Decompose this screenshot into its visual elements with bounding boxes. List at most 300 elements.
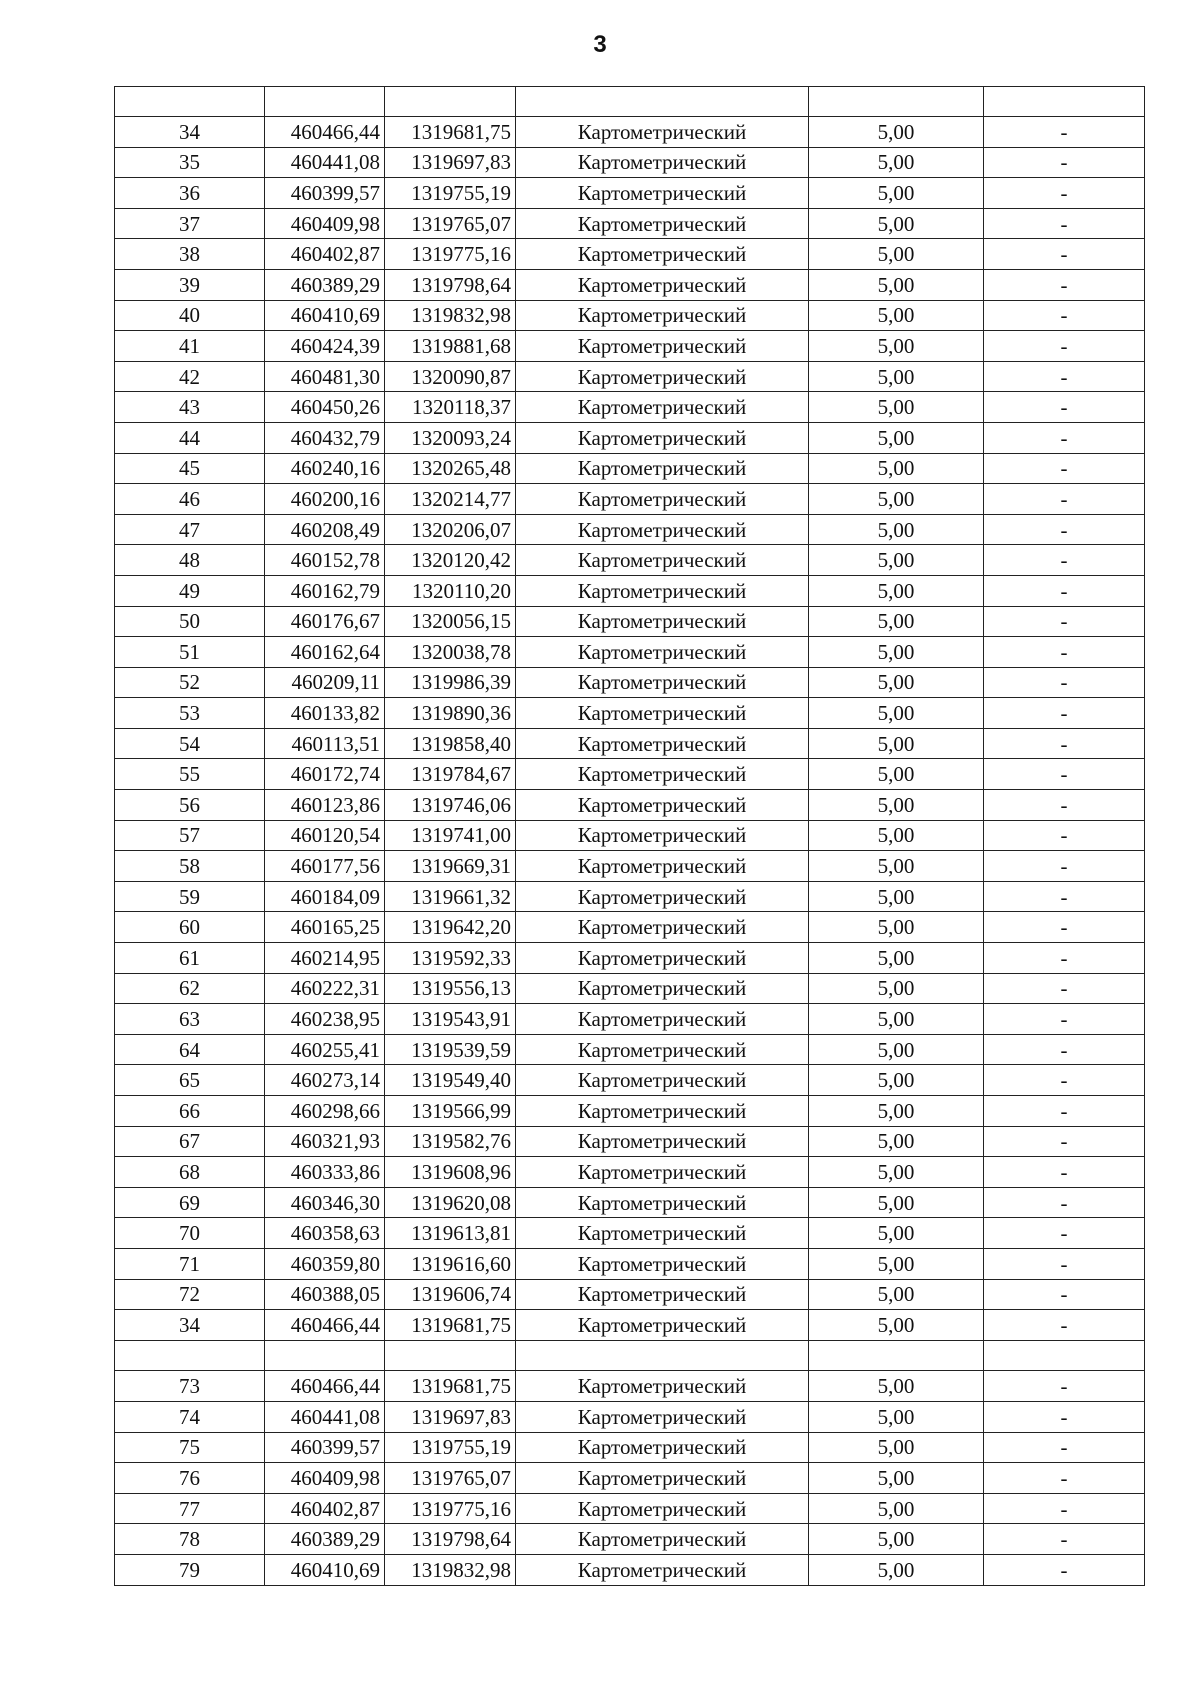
- accuracy-cell: 5,00: [809, 606, 984, 637]
- note-cell: -: [984, 790, 1145, 821]
- note-cell: -: [984, 1248, 1145, 1279]
- y-coordinate-cell: 1319549,40: [385, 1065, 516, 1096]
- point-number-cell: 59: [115, 881, 265, 912]
- y-coordinate-cell: 1320206,07: [385, 514, 516, 545]
- x-coordinate-cell: 460409,98: [265, 1463, 385, 1494]
- header-cell: [809, 87, 984, 117]
- x-coordinate-cell: 460162,64: [265, 637, 385, 668]
- accuracy-cell: 5,00: [809, 331, 984, 362]
- method-cell: Картометрический: [516, 422, 809, 453]
- method-cell: Картометрический: [516, 1034, 809, 1065]
- table-row: [115, 147, 1145, 178]
- header-cell: [265, 87, 385, 117]
- note-cell: -: [984, 1157, 1145, 1188]
- accuracy-cell: 5,00: [809, 1371, 984, 1402]
- y-coordinate-cell: 1319592,33: [385, 943, 516, 974]
- table-row: [115, 1187, 1145, 1218]
- method-cell: Картометрический: [516, 1310, 809, 1341]
- accuracy-cell: 5,00: [809, 514, 984, 545]
- note-cell: -: [984, 178, 1145, 209]
- x-coordinate-cell: 460389,29: [265, 1524, 385, 1555]
- table-row: [115, 1126, 1145, 1157]
- point-number-cell: 60: [115, 912, 265, 943]
- note-cell: -: [984, 1432, 1145, 1463]
- x-coordinate-cell: 460410,69: [265, 1554, 385, 1585]
- point-number-cell: 75: [115, 1432, 265, 1463]
- point-number-cell: 53: [115, 698, 265, 729]
- note-cell: -: [984, 300, 1145, 331]
- method-cell: Картометрический: [516, 361, 809, 392]
- y-coordinate-cell: 1319784,67: [385, 759, 516, 790]
- table-row: [115, 759, 1145, 790]
- note-cell: -: [984, 1463, 1145, 1494]
- note-cell: -: [984, 1524, 1145, 1555]
- note-cell: -: [984, 545, 1145, 576]
- x-coordinate-cell: 460162,79: [265, 575, 385, 606]
- accuracy-cell: 5,00: [809, 728, 984, 759]
- coordinates-table: [114, 86, 1145, 1586]
- table-row: [115, 973, 1145, 1004]
- table-row: [115, 422, 1145, 453]
- method-cell: Картометрический: [516, 239, 809, 270]
- method-cell: Картометрический: [516, 1493, 809, 1524]
- accuracy-cell: 5,00: [809, 1493, 984, 1524]
- method-cell: Картометрический: [516, 1218, 809, 1249]
- method-cell: [516, 1340, 809, 1371]
- x-coordinate-cell: 460176,67: [265, 606, 385, 637]
- point-number-cell: 42: [115, 361, 265, 392]
- header-cell: [516, 87, 809, 117]
- note-cell: -: [984, 208, 1145, 239]
- table-row: [115, 300, 1145, 331]
- table-row: [115, 484, 1145, 515]
- accuracy-cell: 5,00: [809, 178, 984, 209]
- note-cell: -: [984, 851, 1145, 882]
- note-cell: [984, 1340, 1145, 1371]
- y-coordinate-cell: 1319642,20: [385, 912, 516, 943]
- method-cell: Картометрический: [516, 514, 809, 545]
- table-row: [115, 178, 1145, 209]
- method-cell: Картометрический: [516, 790, 809, 821]
- accuracy-cell: 5,00: [809, 300, 984, 331]
- point-number-cell: 38: [115, 239, 265, 270]
- point-number-cell: 48: [115, 545, 265, 576]
- x-coordinate-cell: 460441,08: [265, 1401, 385, 1432]
- accuracy-cell: 5,00: [809, 575, 984, 606]
- y-coordinate-cell: 1319582,76: [385, 1126, 516, 1157]
- method-cell: Картометрический: [516, 208, 809, 239]
- x-coordinate-cell: 460255,41: [265, 1034, 385, 1065]
- point-number-cell: 55: [115, 759, 265, 790]
- y-coordinate-cell: 1319832,98: [385, 1554, 516, 1585]
- accuracy-cell: 5,00: [809, 1401, 984, 1432]
- table-row: [115, 1248, 1145, 1279]
- y-coordinate-cell: 1319681,75: [385, 1310, 516, 1341]
- point-number-cell: 56: [115, 790, 265, 821]
- method-cell: Картометрический: [516, 331, 809, 362]
- y-coordinate-cell: 1319669,31: [385, 851, 516, 882]
- x-coordinate-cell: 460120,54: [265, 820, 385, 851]
- table-row: [115, 1524, 1145, 1555]
- accuracy-cell: 5,00: [809, 239, 984, 270]
- table-row: [115, 820, 1145, 851]
- y-coordinate-cell: 1319620,08: [385, 1187, 516, 1218]
- x-coordinate-cell: 460208,49: [265, 514, 385, 545]
- method-cell: Картометрический: [516, 453, 809, 484]
- accuracy-cell: 5,00: [809, 790, 984, 821]
- y-coordinate-cell: 1319543,91: [385, 1004, 516, 1035]
- accuracy-cell: 5,00: [809, 851, 984, 882]
- point-number-cell: 34: [115, 1310, 265, 1341]
- accuracy-cell: 5,00: [809, 1554, 984, 1585]
- header-cell: [385, 87, 516, 117]
- table-row: [115, 453, 1145, 484]
- accuracy-cell: 5,00: [809, 361, 984, 392]
- accuracy-cell: 5,00: [809, 269, 984, 300]
- method-cell: Картометрический: [516, 1279, 809, 1310]
- point-number-cell: 66: [115, 1096, 265, 1127]
- method-cell: Картометрический: [516, 1187, 809, 1218]
- x-coordinate-cell: 460214,95: [265, 943, 385, 974]
- point-number-cell: 40: [115, 300, 265, 331]
- accuracy-cell: 5,00: [809, 208, 984, 239]
- x-coordinate-cell: 460388,05: [265, 1279, 385, 1310]
- y-coordinate-cell: 1319765,07: [385, 1463, 516, 1494]
- note-cell: -: [984, 1187, 1145, 1218]
- y-coordinate-cell: 1320118,37: [385, 392, 516, 423]
- y-coordinate-cell: 1320093,24: [385, 422, 516, 453]
- table-row: [115, 698, 1145, 729]
- y-coordinate-cell: 1319755,19: [385, 178, 516, 209]
- method-cell: Картометрический: [516, 1126, 809, 1157]
- accuracy-cell: 5,00: [809, 1279, 984, 1310]
- x-coordinate-cell: 460333,86: [265, 1157, 385, 1188]
- table-row: [115, 1279, 1145, 1310]
- point-number-cell: 36: [115, 178, 265, 209]
- note-cell: -: [984, 1310, 1145, 1341]
- point-number-cell: 50: [115, 606, 265, 637]
- method-cell: Картометрический: [516, 392, 809, 423]
- note-cell: -: [984, 637, 1145, 668]
- point-number-cell: 49: [115, 575, 265, 606]
- point-number-cell: 74: [115, 1401, 265, 1432]
- table-row: [115, 361, 1145, 392]
- accuracy-cell: 5,00: [809, 943, 984, 974]
- table-row: [115, 392, 1145, 423]
- y-coordinate-cell: 1319755,19: [385, 1432, 516, 1463]
- point-number-cell: 35: [115, 147, 265, 178]
- table-row: [115, 1218, 1145, 1249]
- x-coordinate-cell: 460432,79: [265, 422, 385, 453]
- table-row: [115, 728, 1145, 759]
- accuracy-cell: 5,00: [809, 1157, 984, 1188]
- table-row: [115, 606, 1145, 637]
- method-cell: Картометрический: [516, 1432, 809, 1463]
- table-row: [115, 545, 1145, 576]
- y-coordinate-cell: 1319539,59: [385, 1034, 516, 1065]
- method-cell: Картометрический: [516, 667, 809, 698]
- point-number-cell: 68: [115, 1157, 265, 1188]
- y-coordinate-cell: 1319697,83: [385, 147, 516, 178]
- method-cell: Картометрический: [516, 147, 809, 178]
- method-cell: Картометрический: [516, 1157, 809, 1188]
- table-row: [115, 1371, 1145, 1402]
- table-body: [115, 87, 1145, 1586]
- table-row: [115, 1157, 1145, 1188]
- accuracy-cell: 5,00: [809, 1248, 984, 1279]
- x-coordinate-cell: 460123,86: [265, 790, 385, 821]
- note-cell: -: [984, 912, 1145, 943]
- note-cell: -: [984, 453, 1145, 484]
- accuracy-cell: 5,00: [809, 147, 984, 178]
- point-number-cell: 78: [115, 1524, 265, 1555]
- note-cell: -: [984, 1218, 1145, 1249]
- table-row: [115, 1310, 1145, 1341]
- point-number-cell: 41: [115, 331, 265, 362]
- method-cell: Картометрический: [516, 178, 809, 209]
- method-cell: Картометрический: [516, 575, 809, 606]
- point-number-cell: 58: [115, 851, 265, 882]
- y-coordinate-cell: 1319556,13: [385, 973, 516, 1004]
- point-number-cell: 34: [115, 117, 265, 148]
- table-row: [115, 208, 1145, 239]
- table-row: [115, 575, 1145, 606]
- note-cell: -: [984, 117, 1145, 148]
- point-number-cell: 62: [115, 973, 265, 1004]
- note-cell: -: [984, 728, 1145, 759]
- x-coordinate-cell: 460321,93: [265, 1126, 385, 1157]
- accuracy-cell: 5,00: [809, 1187, 984, 1218]
- note-cell: -: [984, 575, 1145, 606]
- note-cell: -: [984, 1096, 1145, 1127]
- note-cell: -: [984, 239, 1145, 270]
- note-cell: -: [984, 484, 1145, 515]
- accuracy-cell: 5,00: [809, 1432, 984, 1463]
- x-coordinate-cell: 460113,51: [265, 728, 385, 759]
- method-cell: Картометрический: [516, 117, 809, 148]
- table-row: [115, 851, 1145, 882]
- y-coordinate-cell: 1319890,36: [385, 698, 516, 729]
- accuracy-cell: 5,00: [809, 422, 984, 453]
- y-coordinate-cell: 1319986,39: [385, 667, 516, 698]
- note-cell: -: [984, 1034, 1145, 1065]
- table-row: [115, 1034, 1145, 1065]
- table-row: [115, 331, 1145, 362]
- x-coordinate-cell: 460172,74: [265, 759, 385, 790]
- y-coordinate-cell: 1319681,75: [385, 1371, 516, 1402]
- point-number-cell: 39: [115, 269, 265, 300]
- accuracy-cell: 5,00: [809, 484, 984, 515]
- method-cell: Картометрический: [516, 1401, 809, 1432]
- point-number-cell: 47: [115, 514, 265, 545]
- method-cell: Картометрический: [516, 912, 809, 943]
- method-cell: Картометрический: [516, 881, 809, 912]
- note-cell: -: [984, 667, 1145, 698]
- x-coordinate-cell: 460399,57: [265, 178, 385, 209]
- method-cell: Картометрический: [516, 269, 809, 300]
- table-row: [115, 1463, 1145, 1494]
- x-coordinate-cell: 460409,98: [265, 208, 385, 239]
- y-coordinate-cell: 1319613,81: [385, 1218, 516, 1249]
- table-row: [115, 514, 1145, 545]
- point-number-cell: 79: [115, 1554, 265, 1585]
- y-coordinate-cell: 1319858,40: [385, 728, 516, 759]
- y-coordinate-cell: 1319765,07: [385, 208, 516, 239]
- accuracy-cell: 5,00: [809, 545, 984, 576]
- table-row: [115, 1096, 1145, 1127]
- x-coordinate-cell: 460481,30: [265, 361, 385, 392]
- y-coordinate-cell: 1319606,74: [385, 1279, 516, 1310]
- table-row: [115, 1432, 1145, 1463]
- x-coordinate-cell: 460209,11: [265, 667, 385, 698]
- accuracy-cell: 5,00: [809, 117, 984, 148]
- x-coordinate-cell: 460359,80: [265, 1248, 385, 1279]
- note-cell: -: [984, 759, 1145, 790]
- note-cell: -: [984, 1371, 1145, 1402]
- y-coordinate-cell: 1320090,87: [385, 361, 516, 392]
- point-number-cell: 52: [115, 667, 265, 698]
- point-number-cell: 64: [115, 1034, 265, 1065]
- point-number-cell: 76: [115, 1463, 265, 1494]
- table-row: [115, 637, 1145, 668]
- accuracy-cell: [809, 1340, 984, 1371]
- method-cell: Картометрический: [516, 1065, 809, 1096]
- note-cell: -: [984, 1065, 1145, 1096]
- y-coordinate-cell: 1319608,96: [385, 1157, 516, 1188]
- accuracy-cell: 5,00: [809, 912, 984, 943]
- note-cell: -: [984, 331, 1145, 362]
- y-coordinate-cell: 1319881,68: [385, 331, 516, 362]
- x-coordinate-cell: 460165,25: [265, 912, 385, 943]
- note-cell: -: [984, 392, 1145, 423]
- method-cell: Картометрический: [516, 851, 809, 882]
- x-coordinate-cell: 460441,08: [265, 147, 385, 178]
- method-cell: Картометрический: [516, 545, 809, 576]
- x-coordinate-cell: 460273,14: [265, 1065, 385, 1096]
- accuracy-cell: 5,00: [809, 1034, 984, 1065]
- note-cell: -: [984, 820, 1145, 851]
- table-row: [115, 1340, 1145, 1371]
- method-cell: Картометрический: [516, 698, 809, 729]
- table-row: [115, 790, 1145, 821]
- y-coordinate-cell: 1320265,48: [385, 453, 516, 484]
- y-coordinate-cell: 1319775,16: [385, 1493, 516, 1524]
- accuracy-cell: 5,00: [809, 1065, 984, 1096]
- point-number-cell: 65: [115, 1065, 265, 1096]
- note-cell: -: [984, 269, 1145, 300]
- note-cell: -: [984, 1493, 1145, 1524]
- header-cell: [984, 87, 1145, 117]
- note-cell: -: [984, 973, 1145, 1004]
- point-number-cell: 51: [115, 637, 265, 668]
- x-coordinate-cell: 460240,16: [265, 453, 385, 484]
- method-cell: Картометрический: [516, 973, 809, 1004]
- y-coordinate-cell: 1319832,98: [385, 300, 516, 331]
- header-cell: [115, 87, 265, 117]
- x-coordinate-cell: 460200,16: [265, 484, 385, 515]
- x-coordinate-cell: 460389,29: [265, 269, 385, 300]
- note-cell: -: [984, 361, 1145, 392]
- y-coordinate-cell: 1319616,60: [385, 1248, 516, 1279]
- x-coordinate-cell: 460298,66: [265, 1096, 385, 1127]
- point-number-cell: 67: [115, 1126, 265, 1157]
- method-cell: Картометрический: [516, 1004, 809, 1035]
- point-number-cell: 54: [115, 728, 265, 759]
- point-number-cell: 70: [115, 1218, 265, 1249]
- y-coordinate-cell: 1320110,20: [385, 575, 516, 606]
- accuracy-cell: 5,00: [809, 881, 984, 912]
- note-cell: -: [984, 514, 1145, 545]
- point-number-cell: 61: [115, 943, 265, 974]
- x-coordinate-cell: 460410,69: [265, 300, 385, 331]
- table-row: [115, 881, 1145, 912]
- method-cell: Картометрический: [516, 606, 809, 637]
- accuracy-cell: 5,00: [809, 453, 984, 484]
- accuracy-cell: 5,00: [809, 820, 984, 851]
- y-coordinate-cell: 1319661,32: [385, 881, 516, 912]
- method-cell: Картометрический: [516, 1524, 809, 1555]
- table-row: [115, 1004, 1145, 1035]
- note-cell: -: [984, 881, 1145, 912]
- accuracy-cell: 5,00: [809, 1524, 984, 1555]
- note-cell: -: [984, 606, 1145, 637]
- x-coordinate-cell: 460466,44: [265, 1371, 385, 1402]
- y-coordinate-cell: 1320120,42: [385, 545, 516, 576]
- note-cell: -: [984, 147, 1145, 178]
- page-number: 3: [593, 31, 607, 58]
- point-number-cell: 69: [115, 1187, 265, 1218]
- accuracy-cell: 5,00: [809, 698, 984, 729]
- y-coordinate-cell: 1320038,78: [385, 637, 516, 668]
- accuracy-cell: 5,00: [809, 759, 984, 790]
- accuracy-cell: 5,00: [809, 1463, 984, 1494]
- y-coordinate-cell: 1320056,15: [385, 606, 516, 637]
- accuracy-cell: 5,00: [809, 1004, 984, 1035]
- point-number-cell: 73: [115, 1371, 265, 1402]
- table-row: [115, 1401, 1145, 1432]
- note-cell: -: [984, 943, 1145, 974]
- x-coordinate-cell: 460358,63: [265, 1218, 385, 1249]
- x-coordinate-cell: 460346,30: [265, 1187, 385, 1218]
- accuracy-cell: 5,00: [809, 973, 984, 1004]
- table-row: [115, 667, 1145, 698]
- y-coordinate-cell: 1319798,64: [385, 1524, 516, 1555]
- x-coordinate-cell: 460402,87: [265, 239, 385, 270]
- x-coordinate-cell: 460424,39: [265, 331, 385, 362]
- y-coordinate-cell: 1319741,00: [385, 820, 516, 851]
- method-cell: Картометрический: [516, 300, 809, 331]
- note-cell: -: [984, 1554, 1145, 1585]
- accuracy-cell: 5,00: [809, 667, 984, 698]
- y-coordinate-cell: 1319681,75: [385, 117, 516, 148]
- x-coordinate-cell: 460399,57: [265, 1432, 385, 1463]
- accuracy-cell: 5,00: [809, 392, 984, 423]
- note-cell: -: [984, 1004, 1145, 1035]
- x-coordinate-cell: 460133,82: [265, 698, 385, 729]
- accuracy-cell: 5,00: [809, 1310, 984, 1341]
- method-cell: Картометрический: [516, 1248, 809, 1279]
- note-cell: -: [984, 1126, 1145, 1157]
- note-cell: -: [984, 1401, 1145, 1432]
- point-number-cell: 63: [115, 1004, 265, 1035]
- accuracy-cell: 5,00: [809, 637, 984, 668]
- method-cell: Картометрический: [516, 1096, 809, 1127]
- method-cell: Картометрический: [516, 1371, 809, 1402]
- accuracy-cell: 5,00: [809, 1218, 984, 1249]
- y-coordinate-cell: [385, 1340, 516, 1371]
- method-cell: Картометрический: [516, 637, 809, 668]
- x-coordinate-cell: 460466,44: [265, 1310, 385, 1341]
